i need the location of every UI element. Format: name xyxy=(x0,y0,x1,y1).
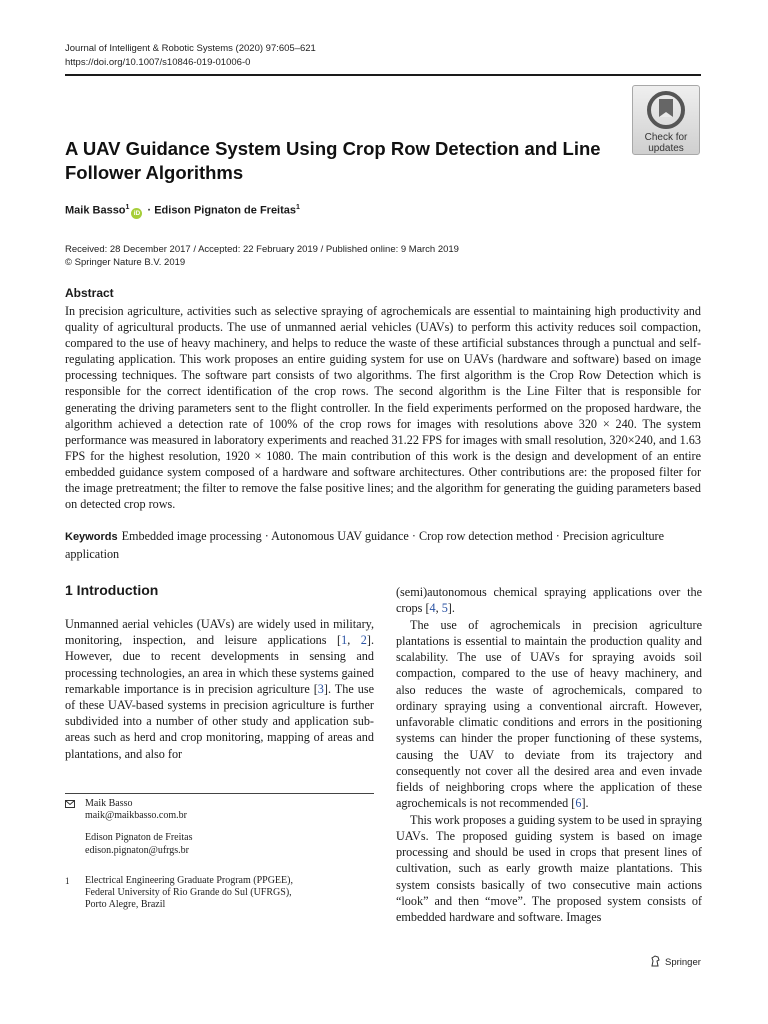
badge-line-1: Check for xyxy=(644,132,688,143)
text-run: ]. xyxy=(581,796,589,811)
envelope-icon xyxy=(65,800,75,808)
left-column-paragraph xyxy=(65,616,374,762)
paragraph xyxy=(396,584,702,617)
text-run: , xyxy=(435,601,442,616)
right-column xyxy=(396,584,702,925)
history-line: Received: 28 December 2017 / Accepted: 22 February 2019 / Published online: 9 March 2019 xyxy=(65,244,459,255)
affiliation-mark: 1 xyxy=(65,875,70,886)
author-name: Maik Basso xyxy=(85,798,133,809)
correspondence-block xyxy=(65,798,374,857)
citation-link[interactable]: 4 xyxy=(429,601,436,616)
author-separator: · xyxy=(144,204,155,217)
abstract-text: In precision agriculture, activities such as selective spraying of agrochemicals are essential to maintaining high productivity and quality of agricultural products. The use of unmanned aerial vehicles (UAVs) to perform this activity reduces soil compaction, compared to the use of heavy machinery, and helps to reduce the waste of these artificial substances through a punctual and self-regulating application. This work proposes an entire guiding system for use on UAVs (hardware and software) based on image processing techniques. The software part consists of two algorithms. The first algorithm is the Crop Row Detection which is responsible for the correct identification of the crop rows. The second algorithm is the Line Filter that is responsible for generating the driving parameters sent to the flight controller. In the field experiments performed on the proposed hardware, the algorithm achieved a detection rate of 100% of the crop rows for images with resolutions above 320 × 240. The system performance was measured in laboratory experiments and reached 31.22 FPS for images with small resolution, 320×240, and 1.63 FPS for the highest resolution, 1920 × 1080. The main contribution of this work is the design and development of an entire embedded guidance system composed of a hardware and software architectures. Other contributions are: the proposed filter for the image pretreatment; the filter to remove the false positive lines; and the algorithm for generating the guiding parameters based on detected crop rows. xyxy=(65,304,701,512)
keywords-heading: Keywords xyxy=(65,531,118,543)
section-heading: 1 Introduction xyxy=(65,582,159,598)
affiliation-mark: 1 xyxy=(125,204,130,211)
check-for-updates-badge[interactable] xyxy=(632,85,700,155)
email-link[interactable]: maik@maikbasso.com.br xyxy=(85,810,187,822)
badge-line-2: updates xyxy=(648,143,684,154)
affiliation-line: Federal University of Rio Grande do Sul (UFRGS), xyxy=(85,887,292,899)
citation-link[interactable]: 1 xyxy=(341,633,348,648)
author-list xyxy=(65,204,300,219)
publisher-name: Springer xyxy=(665,957,701,968)
journal-header xyxy=(65,42,316,70)
springer-horse-icon xyxy=(650,955,662,967)
publisher-footer xyxy=(650,955,701,968)
text-run: The use of agrochemicals in precision agriculture plantations is essential to maintain the production quality and scalability. The use of UAVs for spraying avoids soil compaction, compared to the use of heavy machinery, and also reduces the waste of agrochemicals, compared to ordinary spraying using a conventional aircraft. However, unfavorable climatic conditions and errors in the positioning systems can hinder the proper functioning of these systems, causing the UAV to deviate from its trajectory and consequently not cover all the desired area and even invade fields of neighboring crops where the application of these agrochemicals is not recommended [ xyxy=(396,617,702,811)
publication-dates xyxy=(65,243,459,269)
email-link[interactable]: edison.pignaton@ufrgs.br xyxy=(85,844,190,856)
text-run: ]. xyxy=(447,601,455,616)
paper-title: A UAV Guidance System Using Crop Row Detection and Line Follower Algorithms xyxy=(65,138,601,183)
paragraph xyxy=(396,617,702,812)
doi-link[interactable]: https://doi.org/10.1007/s10846-019-01006-0 xyxy=(65,57,251,68)
text-run: Unmanned aerial vehicles (UAVs) are widely used in military, monitoring, inspection, and leisure applications [ xyxy=(65,617,374,648)
abstract-heading: Abstract xyxy=(65,286,114,300)
text-run: (semi)autonomous chemical spraying applications over the crops [ xyxy=(396,585,702,616)
orcid-icon[interactable]: iD xyxy=(131,208,142,219)
footnote-rule xyxy=(65,793,374,794)
text-run: ]. However, due to recent developments in sensing and processing technologies, an area in which these systems gained remarkable importance is in precision agriculture [ xyxy=(65,633,374,696)
spacer xyxy=(85,822,374,832)
author-name[interactable]: Maik Basso xyxy=(65,204,126,217)
journal-citation: Journal of Intelligent & Robotic Systems (2020) 97:605–621 xyxy=(65,43,316,54)
affiliation-block xyxy=(65,875,374,912)
paragraph: This work proposes a guiding system to be used in spraying UAVs. The proposed guiding system is based on image processing and should be used in crops that present lines of cultivation, such as early growth maize plantations. This system consists basically of two consecutive main actions “look” and then “move”. The proposed system consists of embedded hardware and software. Images xyxy=(396,812,702,924)
affiliation-mark: 1 xyxy=(296,204,300,211)
citation-link[interactable]: 2 xyxy=(360,633,367,648)
keywords xyxy=(65,528,701,562)
citation-link[interactable]: 5 xyxy=(441,601,448,616)
affiliation-line: Porto Alegre, Brazil xyxy=(85,899,166,911)
bookmark-ring-icon xyxy=(646,90,686,130)
affiliation-line: Electrical Engineering Graduate Program (PPGEE), xyxy=(85,874,293,886)
author-name: Edison Pignaton de Freitas xyxy=(85,832,193,844)
copyright-line: © Springer Nature B.V. 2019 xyxy=(65,257,186,268)
text-run: , xyxy=(347,633,361,648)
header-rule xyxy=(65,74,701,76)
citation-link[interactable]: 6 xyxy=(575,796,582,811)
text-run: ]. The use of these UAV-based systems in precision agriculture is further subdivided into a number of other study and application sub-areas such as herd and crop monitoring, mapping of areas and plantations, and also for xyxy=(65,681,374,761)
author-name[interactable]: Edison Pignaton de Freitas xyxy=(154,204,297,217)
keywords-list: Embedded image processing · Autonomous UAV guidance · Crop row detection method · Precision agriculture application xyxy=(65,529,665,561)
citation-link[interactable]: 3 xyxy=(317,681,324,696)
footnotes xyxy=(65,798,374,921)
